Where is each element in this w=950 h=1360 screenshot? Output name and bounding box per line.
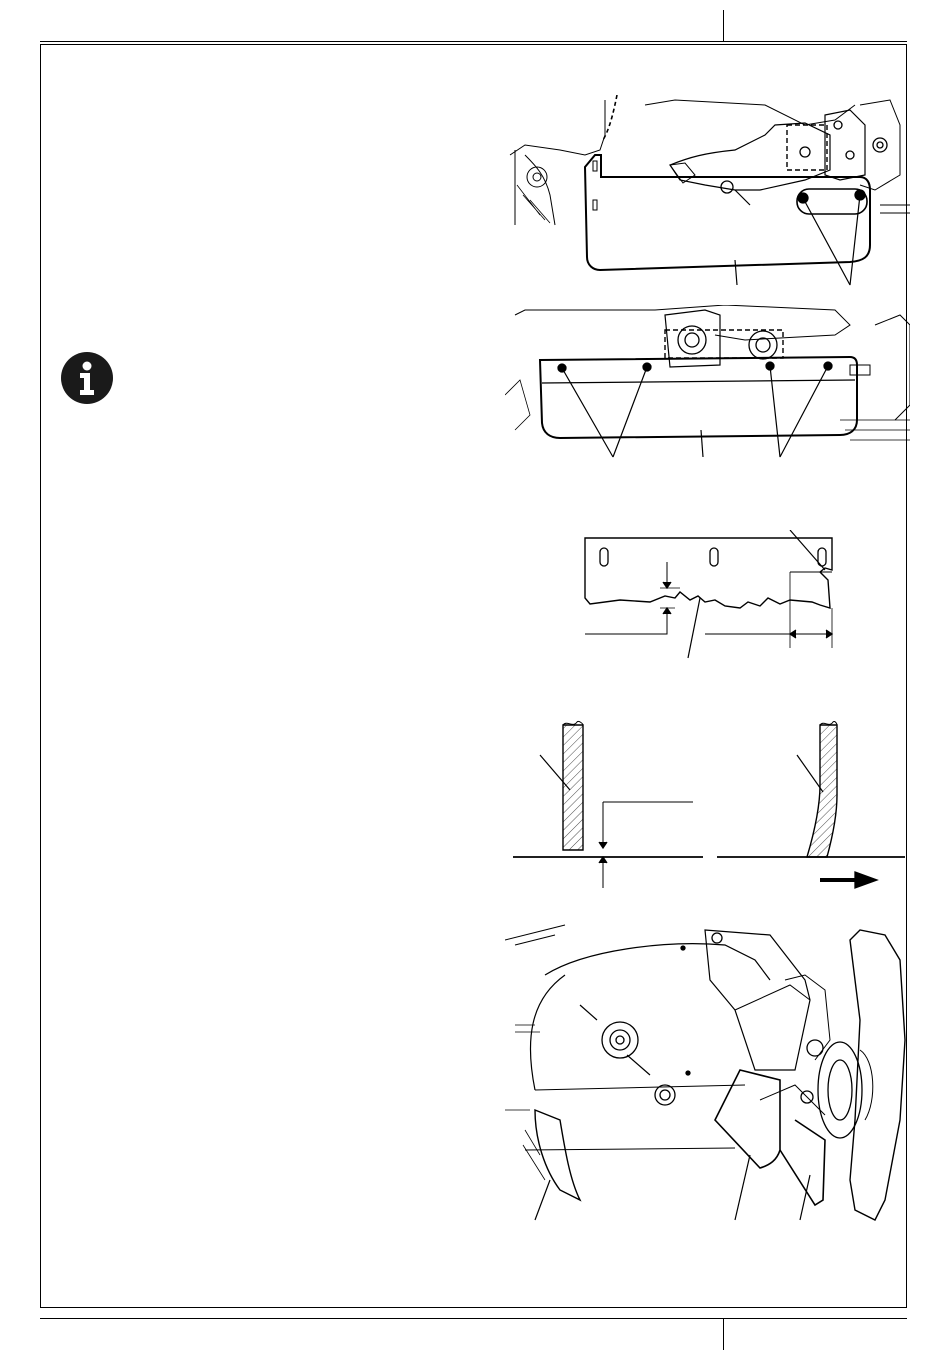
figure-skirt-front xyxy=(505,305,910,465)
header-rule-top xyxy=(40,41,907,42)
info-circle-icon xyxy=(60,351,114,405)
footer-divider xyxy=(723,1318,724,1350)
figure-skirt-side xyxy=(505,95,910,290)
arrow-right-icon xyxy=(820,872,877,888)
figure-skirt-assembly xyxy=(505,920,910,1225)
figure-blade-deflection xyxy=(505,710,910,895)
figure-blade-wear xyxy=(580,530,840,660)
footer-rule xyxy=(40,1318,907,1319)
header-divider xyxy=(723,10,724,41)
